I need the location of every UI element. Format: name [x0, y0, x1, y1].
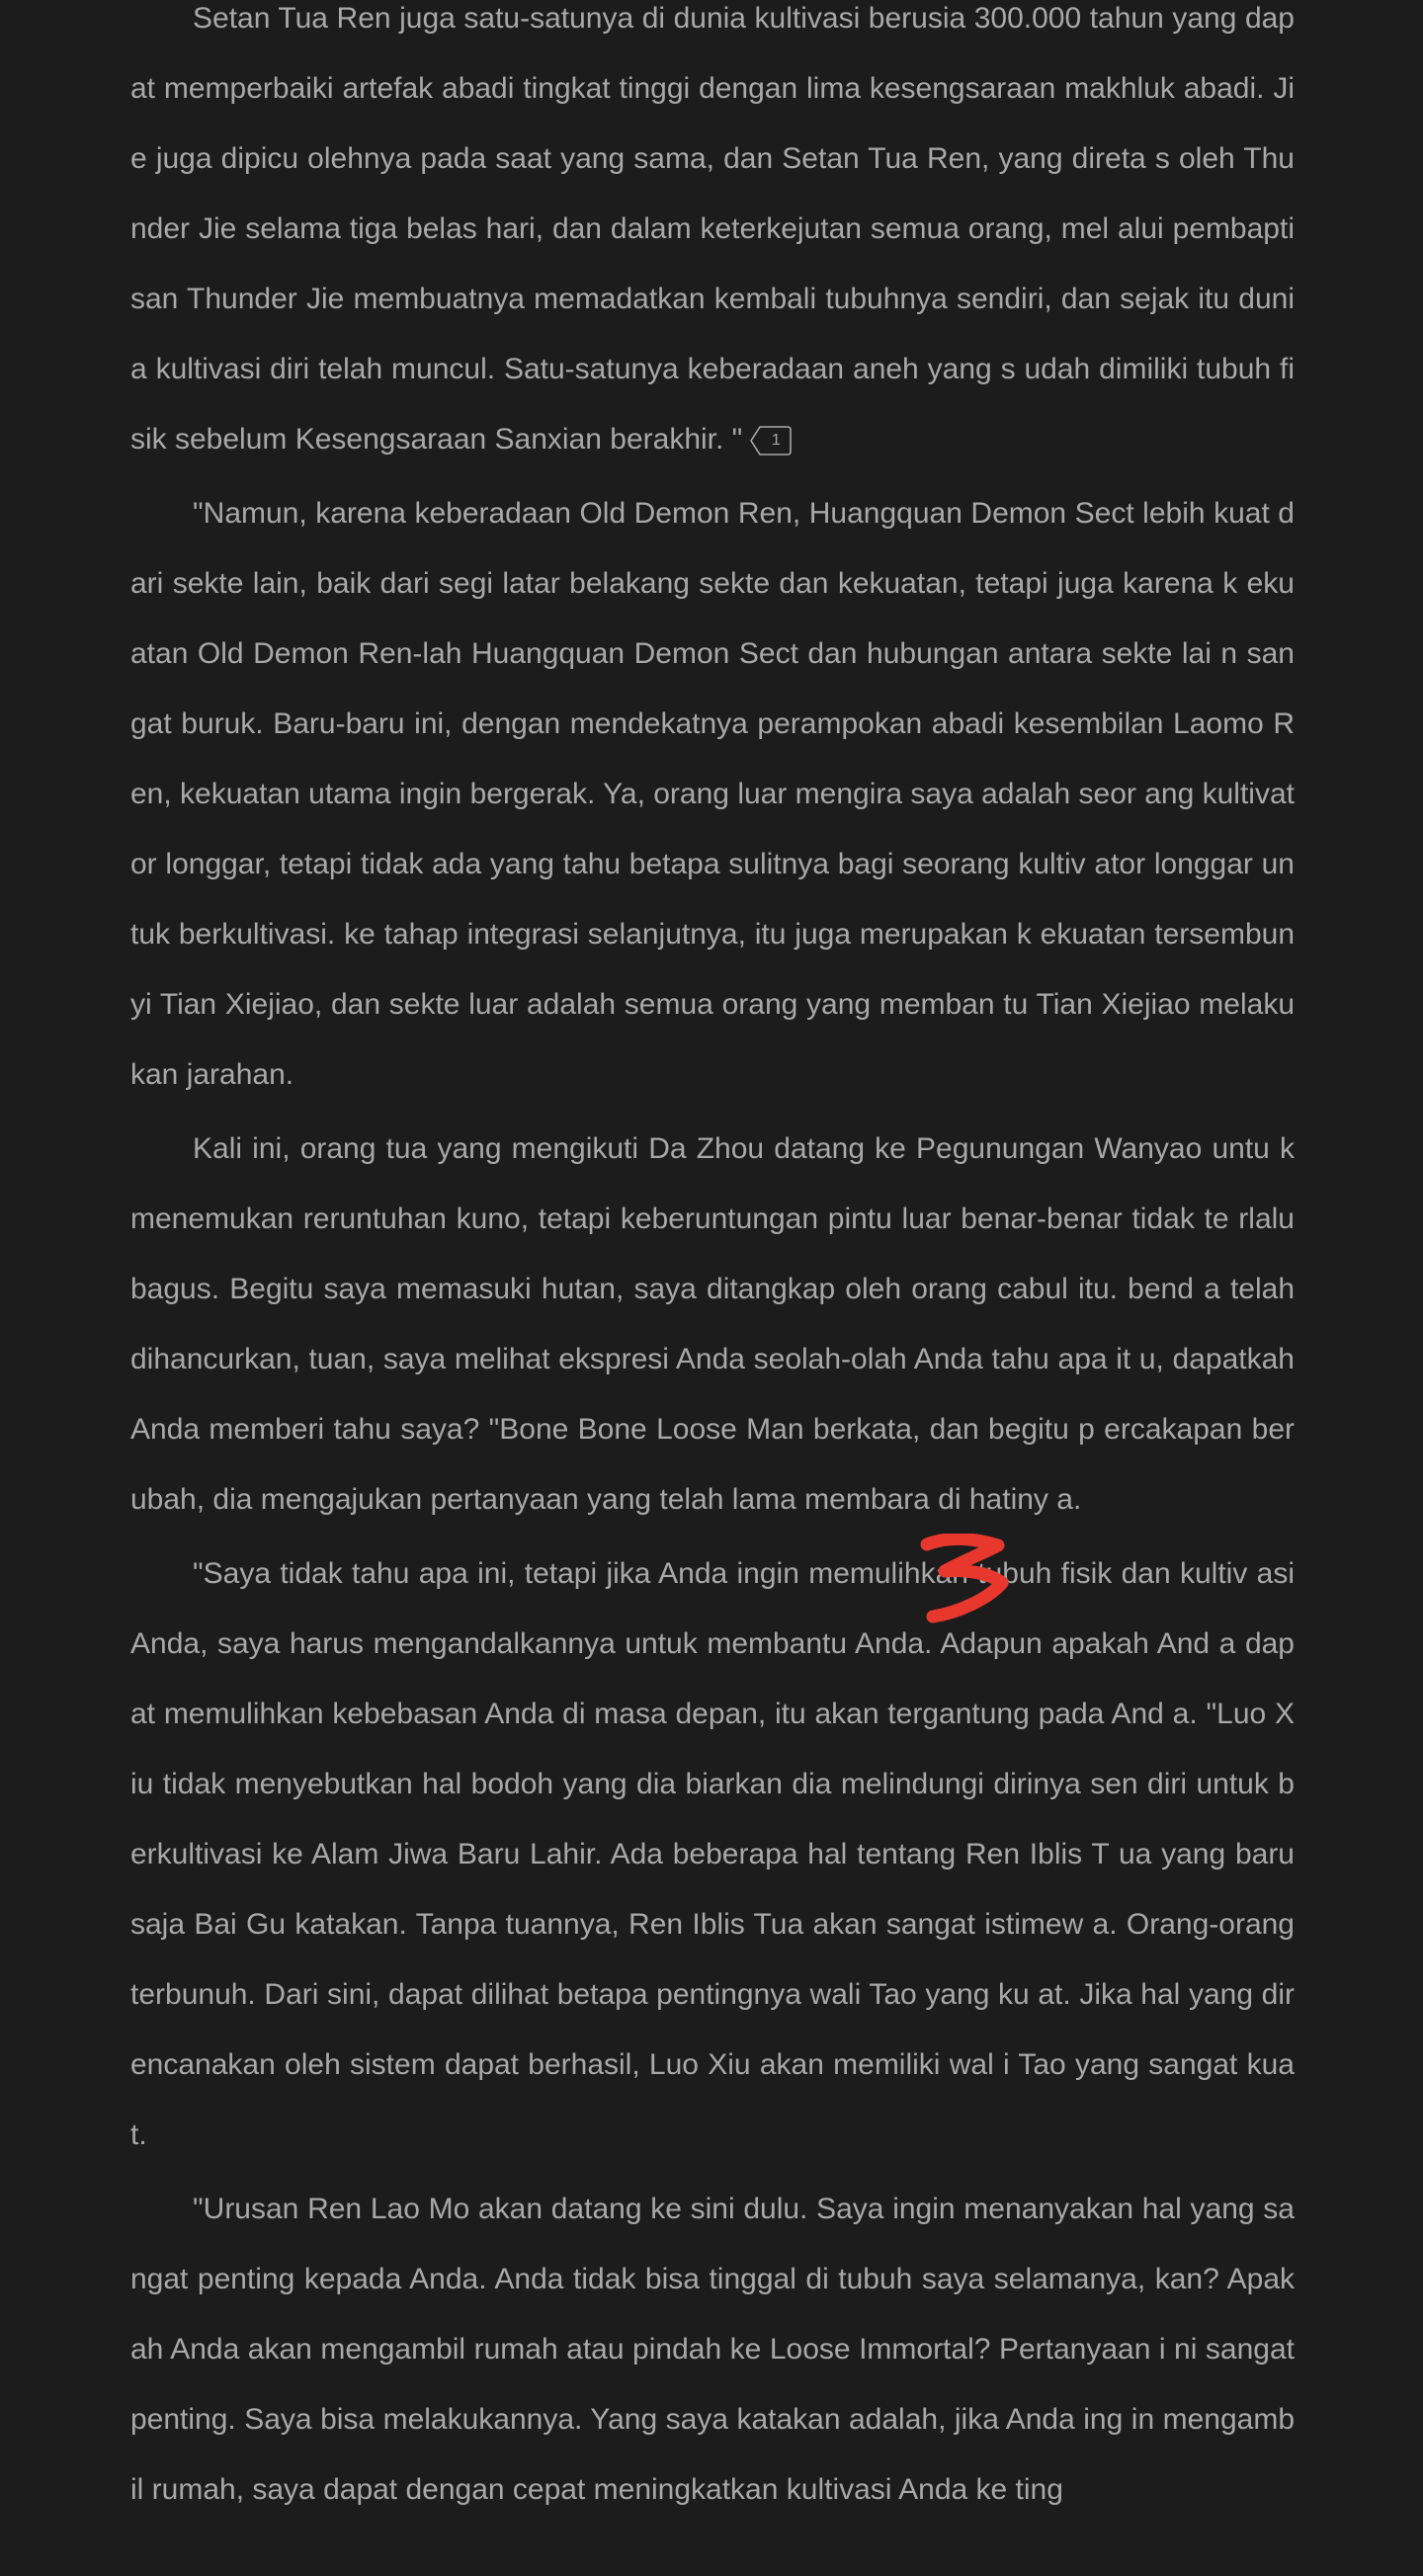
chapter-content — [130, 0, 1295, 2529]
paragraph-3: Kali ini, orang tua yang mengikuti Da Zhou datang ke Pegunungan Wanyao untu k menemukan reruntuhan kuno, tetapi keberuntungan pintu luar benar-benar tidak te rlalu bagus. Begitu saya memasuki hutan, saya ditangkap oleh orang cabul itu. bend a telah dihancurkan, tuan, saya melihat ekspresi Anda seolah-olah Anda tahu apa it u, dapatkah Anda memberi tahu saya? "Bone Bone Loose Man berkata, dan begitu p ercakapan berubah, dia mengajukan pertanyaan yang telah lama membara di hatiny a. — [130, 1132, 1295, 1516]
paragraph-1 — [130, 0, 1295, 474]
paragraph-4: "Saya tidak tahu apa ini, tetapi jika Anda ingin memulihkan tubuh fisik dan kultiv asi Anda, saya harus mengandalkannya untuk membantu Anda. Adapun apakah And a dapat memulihkan kebebasan Anda di masa depan, itu akan tergantung pada And a. "Luo Xiu tidak menyebutkan hal bodoh yang dia biarkan dia melindungi dirinya sen diri untuk berkultivasi ke Alam Jiwa Baru Lahir. Ada beberapa hal tentang Ren Iblis T ua yang baru saja Bai Gu katakan. Tanpa tuannya, Ren Iblis Tua akan sangat istimew a. Orang-orang terbunuh. Dari sini, dapat dilihat betapa pentingnya wali Tao yang ku at. Jika hal yang direncanakan oleh sistem dapat berhasil, Luo Xiu akan memiliki wal i Tao yang sangat kuat. — [130, 1557, 1295, 2151]
paragraph-5: "Urusan Ren Lao Mo akan datang ke sini dulu. Saya ingin menanyakan hal yang sangat penting kepada Anda. Anda tidak bisa tinggal di tubuh saya selamanya, kan? Apakah Anda akan mengambil rumah atau pindah ke Loose Immortal? Pertanyaan i ni sangat penting. Saya bisa melakukannya. Yang saya katakan adalah, jika Anda ing in mengambil rumah, saya dapat dengan cepat meningkatkan kultivasi Anda ke ting — [130, 2193, 1295, 2506]
paragraph-1-text: Setan Tua Ren juga satu-satunya di dunia kultivasi berusia 300.000 tahun yang dapat memperbaiki artefak abadi tingkat tinggi dengan lima kesengsaraan makhluk abadi. Jie juga dipicu olehnya pada saat yang sama, dan Setan Tua Ren, yang direta s oleh Thunder Jie selama tiga belas hari, dan dalam keterkejutan semua orang, mel alui pembaptisan Thunder Jie membuatnya memadatkan kembali tubuhnya sendiri, dan sejak itu dunia kultivasi diri telah muncul. Satu-satunya keberadaan aneh yang s udah dimiliki tubuh fisik sebelum Kesengsaraan Sanxian berakhir. " — [130, 2, 1295, 456]
paragraph-2: "Namun, karena keberadaan Old Demon Ren, Huangquan Demon Sect lebih kuat dari sekte lain, baik dari segi latar belakang sekte dan kekuatan, tetapi juga karena k ekuatan Old Demon Ren-lah Huangquan Demon Sect dan hubungan antara sekte lai n sangat buruk. Baru-baru ini, dengan mendekatnya perampokan abadi kesembilan Laomo Ren, kekuatan utama ingin bergerak. Ya, orang luar mengira saya adalah seor ang kultivator longgar, tetapi tidak ada yang tahu betapa sulitnya bagi seorang kultiv ator longgar untuk berkultivasi. ke tahap integrasi selanjutnya, itu juga merupakan k ekuatan tersembunyi Tian Xiejiao, dan sekte luar adalah semua orang yang memban tu Tian Xiejiao melakukan jarahan. — [130, 497, 1295, 1091]
paragraph-comment-icon[interactable] — [750, 425, 792, 457]
comment-count: 1 — [771, 432, 781, 450]
red-3-marker-icon — [917, 1534, 1012, 1624]
